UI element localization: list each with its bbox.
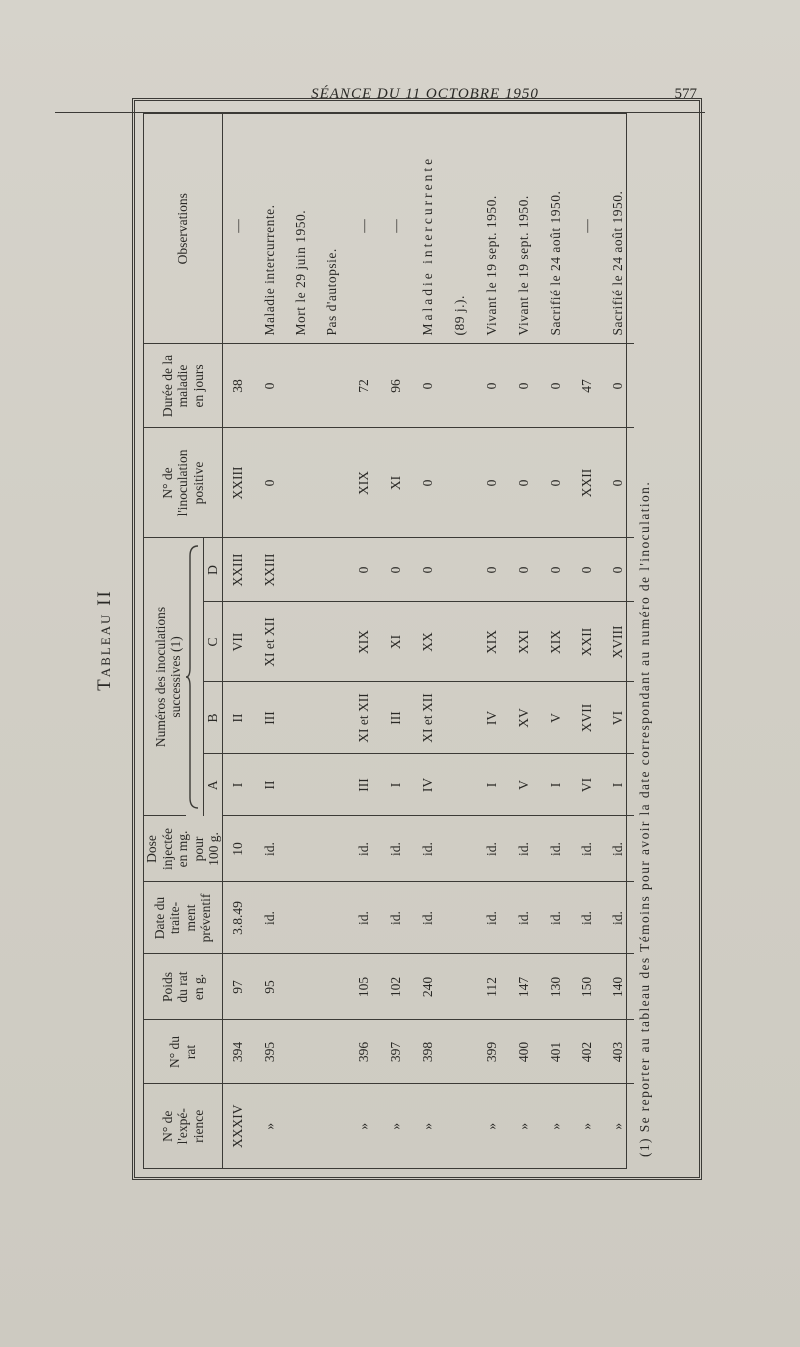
data-table — [144, 114, 634, 1168]
table-row — [540, 114, 571, 1168]
cell-d: 0 — [571, 538, 602, 602]
cell-b: XI et XII — [348, 682, 381, 754]
cell-exp — [316, 1084, 347, 1168]
cell-c: XIX — [348, 602, 381, 682]
cell-positive — [444, 428, 475, 538]
cell-rat: 397 — [380, 1020, 411, 1084]
cell-date — [444, 882, 475, 954]
inoculation-brace — [186, 538, 203, 816]
cell-exp: » — [356, 1122, 372, 1130]
cell-a: I — [602, 754, 633, 816]
cell-weight: 130 — [540, 954, 571, 1020]
cell-weight: 97 — [222, 954, 254, 1020]
cell-exp: » — [578, 1122, 594, 1130]
cell-b: XVII — [571, 682, 602, 754]
table-row — [412, 114, 445, 1168]
cell-exp: XXXIV — [230, 1104, 246, 1148]
cell-positive: 0 — [509, 428, 540, 538]
cell-weight: 95 — [254, 954, 285, 1020]
cell-weight: 102 — [380, 954, 411, 1020]
cell-b — [285, 682, 316, 754]
cell-a — [316, 754, 347, 816]
table-frame — [132, 98, 702, 1180]
cell-date: id. — [254, 882, 285, 954]
table-row — [348, 114, 381, 1168]
cell-duration — [285, 344, 316, 428]
cell-c: XVIII — [602, 602, 633, 682]
cell-exp — [444, 1084, 475, 1168]
cell-exp: » — [516, 1122, 532, 1130]
cell-a: I — [476, 754, 509, 816]
cell-weight: 150 — [571, 954, 602, 1020]
cell-exp: » — [610, 1122, 626, 1130]
table-row — [285, 114, 316, 1168]
cell-b: II — [222, 682, 254, 754]
table-row — [476, 114, 509, 1168]
cell-obs: — — [571, 114, 602, 344]
cell-positive: XI — [380, 428, 411, 538]
cell-rat: 400 — [509, 1020, 540, 1084]
cell-rat: 399 — [476, 1020, 509, 1084]
cell-rat — [444, 1020, 475, 1084]
cell-date: id. — [380, 882, 411, 954]
table-title: Tableau II — [94, 589, 115, 691]
cell-date: id. — [412, 882, 445, 954]
cell-positive — [316, 428, 347, 538]
cell-weight: 147 — [509, 954, 540, 1020]
cell-positive: XXIII — [222, 428, 254, 538]
cell-dose: id. — [540, 816, 571, 882]
cell-d: XXIII — [222, 538, 254, 602]
cell-d: 0 — [380, 538, 411, 602]
cell-c: XIX — [540, 602, 571, 682]
cell-exp: » — [388, 1122, 404, 1130]
cell-a: I — [222, 754, 254, 816]
cell-obs: Mort le 29 juin 1950. — [285, 114, 316, 344]
cell-obs: Pas d'autopsie. — [316, 114, 347, 344]
cell-b: IV — [476, 682, 509, 754]
cell-duration: 47 — [571, 344, 602, 428]
cell-weight: 140 — [602, 954, 633, 1020]
cell-positive — [285, 428, 316, 538]
cell-duration: 0 — [476, 344, 509, 428]
page-number: 577 — [674, 86, 697, 102]
cell-date: id. — [540, 882, 571, 954]
cell-a: I — [540, 754, 571, 816]
table-row — [602, 114, 633, 1168]
table-row — [444, 114, 475, 1168]
cell-exp: » — [484, 1122, 500, 1130]
cell-c: XI et XII — [254, 602, 285, 682]
cell-positive: XIX — [348, 428, 381, 538]
cell-b: III — [380, 682, 411, 754]
col-header-weight: Poids du rat en g. — [144, 954, 222, 1020]
col-header-exp: N° de l'expé- rience — [144, 1084, 222, 1168]
cell-rat: 394 — [222, 1020, 254, 1084]
cell-dose: id. — [509, 816, 540, 882]
cell-duration — [316, 344, 347, 428]
cell-d: 0 — [476, 538, 509, 602]
header-row — [144, 114, 186, 1168]
cell-b: V — [540, 682, 571, 754]
cell-obs: (89 j.). — [444, 114, 475, 344]
cell-dose — [285, 816, 316, 882]
table-row — [316, 114, 347, 1168]
cell-d — [316, 538, 347, 602]
cell-rat: 395 — [254, 1020, 285, 1084]
cell-dose: id. — [380, 816, 411, 882]
cell-obs: Sacrifié le 24 août 1950. — [602, 114, 633, 344]
cell-date: id. — [602, 882, 633, 954]
col-header-date: Date du traite- ment préventif — [144, 882, 222, 954]
cell-d: 0 — [348, 538, 381, 602]
cell-weight — [444, 954, 475, 1020]
cell-d: 0 — [412, 538, 445, 602]
cell-c: XXI — [509, 602, 540, 682]
cell-weight: 240 — [412, 954, 445, 1020]
col-header-a: A — [203, 754, 222, 816]
cell-dose: id. — [412, 816, 445, 882]
rotated-table-block — [90, 100, 710, 1180]
cell-positive: 0 — [412, 428, 445, 538]
cell-positive: XXII — [571, 428, 602, 538]
cell-date: id. — [509, 882, 540, 954]
cell-dose — [316, 816, 347, 882]
cell-positive: 0 — [254, 428, 285, 538]
running-head: SÉANCE DU 11 OCTOBRE 1950 — [311, 86, 539, 102]
cell-weight: 112 — [476, 954, 509, 1020]
cell-date — [316, 882, 347, 954]
cell-obs: Vivant le 19 sept. 1950. — [476, 114, 509, 344]
table-row — [222, 114, 254, 1168]
cell-obs: Sacrifié le 24 août 1950. — [540, 114, 571, 344]
cell-dose: 10 — [222, 816, 254, 882]
cell-d: XXIII — [254, 538, 285, 602]
cell-weight — [285, 954, 316, 1020]
cell-c: XIX — [476, 602, 509, 682]
cell-duration: 0 — [412, 344, 445, 428]
cell-rat — [285, 1020, 316, 1084]
cell-a: VI — [571, 754, 602, 816]
cell-weight — [316, 954, 347, 1020]
cell-rat: 402 — [571, 1020, 602, 1084]
cell-exp: » — [261, 1122, 277, 1130]
cell-dose: id. — [602, 816, 633, 882]
cell-positive: 0 — [602, 428, 633, 538]
col-header-inoculations: Numéros des inoculations successives (1) — [144, 538, 186, 816]
cell-d — [285, 538, 316, 602]
cell-date: id. — [571, 882, 602, 954]
cell-d: 0 — [540, 538, 571, 602]
cell-exp: » — [547, 1122, 563, 1130]
cell-c: VII — [222, 602, 254, 682]
cell-dose: id. — [254, 816, 285, 882]
cell-duration: 96 — [380, 344, 411, 428]
table-row — [571, 114, 602, 1168]
col-header-b: B — [203, 682, 222, 754]
cell-dose: id. — [476, 816, 509, 882]
cell-d — [444, 538, 475, 602]
table-row — [509, 114, 540, 1168]
cell-duration: 72 — [348, 344, 381, 428]
cell-c: XXII — [571, 602, 602, 682]
cell-c — [285, 602, 316, 682]
table-box — [143, 113, 627, 1169]
table-row — [254, 114, 285, 1168]
footnote: (1) Se reporter au tableau des Témoins pour avoir la date correspondant au numéro de l'inoculation. — [637, 480, 652, 1157]
cell-b: VI — [602, 682, 633, 754]
cell-c — [444, 602, 475, 682]
brace-icon — [186, 542, 200, 812]
table-body — [222, 114, 633, 1168]
cell-positive: 0 — [540, 428, 571, 538]
col-header-positive: N° de l'inoculation positive — [144, 428, 222, 538]
cell-a — [285, 754, 316, 816]
cell-a: II — [254, 754, 285, 816]
col-header-observations: Observations — [144, 114, 222, 344]
cell-dose: id. — [571, 816, 602, 882]
cell-dose — [444, 816, 475, 882]
cell-obs: Maladie intercurrente. — [254, 114, 285, 344]
cell-c: XX — [412, 602, 445, 682]
col-header-dose: Dose injectée en mg. pour 100 g. — [144, 816, 222, 882]
cell-positive: 0 — [476, 428, 509, 538]
cell-rat: 401 — [540, 1020, 571, 1084]
cell-date: 3.8.49 — [222, 882, 254, 954]
cell-b — [316, 682, 347, 754]
cell-duration: 0 — [509, 344, 540, 428]
cell-rat: 403 — [602, 1020, 633, 1084]
col-header-d: D — [203, 538, 222, 602]
cell-exp: » — [420, 1122, 436, 1130]
cell-date: id. — [348, 882, 381, 954]
table-row — [380, 114, 411, 1168]
cell-d: 0 — [509, 538, 540, 602]
cell-dose: id. — [348, 816, 381, 882]
cell-weight: 105 — [348, 954, 381, 1020]
cell-c: XI — [380, 602, 411, 682]
col-header-rat: N° du rat — [144, 1020, 222, 1084]
cell-a: I — [380, 754, 411, 816]
cell-obs: — — [348, 114, 381, 344]
cell-exp — [285, 1084, 316, 1168]
cell-rat — [316, 1020, 347, 1084]
cell-duration: 0 — [602, 344, 633, 428]
cell-duration — [444, 344, 475, 428]
cell-duration: 0 — [254, 344, 285, 428]
cell-c — [316, 602, 347, 682]
cell-b: XV — [509, 682, 540, 754]
col-header-c: C — [203, 602, 222, 682]
cell-d: 0 — [602, 538, 633, 602]
cell-obs: — — [380, 114, 411, 344]
cell-date — [285, 882, 316, 954]
cell-b — [444, 682, 475, 754]
cell-b: III — [254, 682, 285, 754]
cell-rat: 398 — [412, 1020, 445, 1084]
cell-a: III — [348, 754, 381, 816]
cell-obs: Maladie intercurrente — [412, 114, 445, 344]
col-header-duration: Durée de la maladie en jours — [144, 344, 222, 428]
cell-a — [444, 754, 475, 816]
cell-a: IV — [412, 754, 445, 816]
cell-date: id. — [476, 882, 509, 954]
cell-a: V — [509, 754, 540, 816]
cell-duration: 0 — [540, 344, 571, 428]
cell-obs: Vivant le 19 sept. 1950. — [509, 114, 540, 344]
cell-rat: 396 — [348, 1020, 381, 1084]
cell-duration: 38 — [222, 344, 254, 428]
cell-obs: — — [222, 114, 254, 344]
cell-b: XI et XII — [412, 682, 445, 754]
